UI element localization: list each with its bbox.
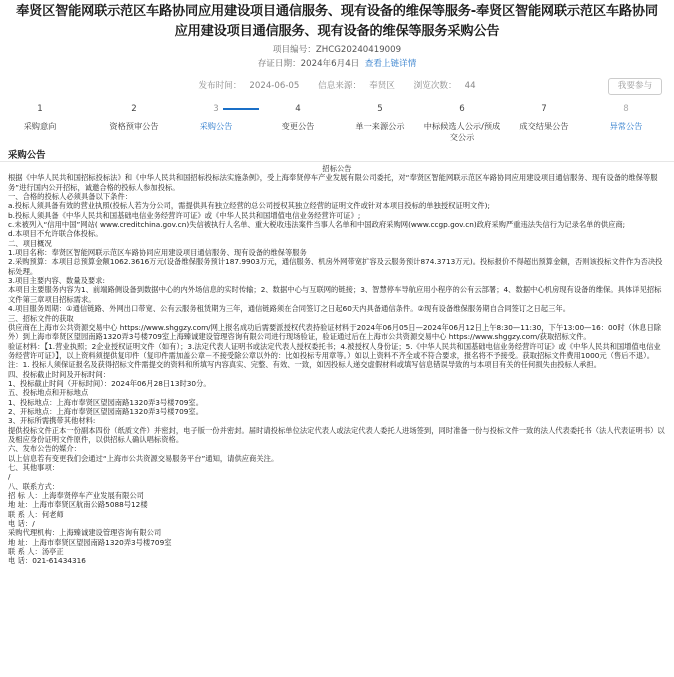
step-label: 中标候选人公示/预成交公示 — [423, 121, 501, 142]
deposit-info — [0, 57, 674, 71]
notice-paragraph: 供应商在上海市公共资源交易中心 https://www.shggzy.com/网上报名成功后需要派授权代表持验证材料于2024年06月05日—2024年06月12日上午8:30—11:30，下午13:00—16：00时（休息日除外）到上海市奉贤区望园南路1320弄3号楼709室上海臻诚建设管理咨询有限公司进行现场验证，验证通过后在上海市公共资源交易中心 https://www.shggzy.com/获取招标文件。 — [8, 322, 662, 342]
step-number: 4 — [295, 104, 301, 114]
notice-paragraph: 1、投标截止时间（开标时间）：2024年06月28日13时30分。 — [8, 378, 211, 388]
step-7[interactable] — [499, 102, 589, 132]
notice-paragraphs — [8, 173, 666, 565]
step-number: 5 — [377, 104, 383, 114]
step-label: 资格预审公告 — [109, 121, 159, 131]
views-label: 浏览次数： — [413, 81, 457, 91]
notice-paragraph: 1.项目名称：奉贤区智能网联示范区车路协同应用建设项目通信服务、现有设备的维保等服务 — [8, 248, 307, 258]
notice-paragraph: d.本项目不允许联合体投标。 — [8, 229, 103, 239]
notice-paragraph: 六、发布公告的媒介： — [8, 444, 81, 454]
notice-paragraph: 电 话：021-61434316 — [8, 556, 86, 566]
publish-info — [0, 74, 674, 98]
notice-paragraph: 五、投标地点和开标地点 — [8, 388, 89, 398]
notice-paragraph: 提供投标文件正本一份副本四份（纸质文件）并密封，电子版一份并密封。届时请投标单位法定代表人或法定代表人委托人进场签到，同时准备一份与投标文件一致的法人代表委托书（法人代表证明书）以及相应身份证明文件原件，以供招标人确认唱标资格。 — [8, 425, 665, 444]
step-6[interactable] — [423, 102, 501, 143]
notice-paragraph: 招 标 人：上海奉贤停车产业发展有限公司 — [8, 491, 144, 501]
step-number: 1 — [37, 104, 43, 114]
step-2[interactable] — [89, 102, 179, 132]
notice-paragraph: 三、招标文件的获取 — [8, 313, 74, 323]
notice-paragraph: 采购代理机构：上海臻诚建设管理咨询有限公司 — [8, 528, 162, 538]
notice-paragraph: 四、投标截止时间及开标时间： — [8, 369, 111, 379]
notice-paragraph: 验证材料：【1.营业执照；2企业授权证明文件（如有）；3.法定代表人证明书或法定代表人授权委托书；4.被授权人身份证；5.《中华人民共和国基础电信业务经营许可证》或《中华人民共和国增值电信业务经营许可证》】，以上资料须提供复印件（复印件需加盖公章－不接受除公章以外的：比如投标专用章等。）如以上资料不齐全或不符合要求，报名将不予接受。获取招标文件费用1000元（售后不退）。 — [8, 341, 661, 360]
step-label: 单一来源公示 — [355, 121, 405, 131]
project-number-label: 项目编号： — [272, 45, 316, 55]
views-count: 44 — [464, 81, 476, 91]
step-1[interactable] — [0, 102, 85, 132]
notice-paragraph: 1、投标地点：上海市奉贤区望园南路1320弄3号楼709室。 — [8, 397, 204, 407]
notice-paragraph: 2.采购预算：本项目总预算金额1062.3616万元(设备维保服务预计187.9903万元，通信服务、机房外网带宽扩容及云服务预计874.3713万元)。投标报价不得超出预算金额，否则该投标文件作为否决投标处理。 — [8, 257, 663, 276]
notice-paragraph: 二、项目概况 — [8, 238, 52, 248]
notice-body — [0, 164, 674, 566]
project-number-value: ZHCG20240419009 — [315, 45, 402, 55]
notice-paragraph: 根据《中华人民共和国招标投标法》和《中华人民共和国招标投标法实施条例》，受上海奉贤停车产业发展有限公司委托，对“奉贤区智能网联示范区车路协同应用建设项目通信服务、现有设备的维保等服务”进行国内公开招标，诚邀合格的投标人参加投标。 — [8, 173, 658, 192]
deposit-date: 2024年6月4日 — [300, 59, 360, 69]
publish-time: 2024-06-05 — [249, 81, 300, 91]
notice-paragraph: 电 话：/ — [8, 519, 35, 529]
step-4[interactable] — [253, 102, 343, 132]
step-number: 3 — [213, 104, 219, 114]
notice-header — [0, 0, 674, 98]
notice-paragraph: 4.项目服务周期：①通信链路、外网出口带宽、公有云服务租赁期为三年，通信链路须在合同签订之日起60天内具备通信条件。②现有设备维保服务期自合同签订之日起三年。 — [8, 304, 570, 314]
notice-paragraph: 2、开标地点：上海市奉贤区望园南路1320弄3号楼709室。 — [8, 406, 204, 416]
project-number — [0, 43, 674, 57]
notice-paragraph: 3.项目主要内容、数量及要求: — [8, 276, 105, 286]
notice-paragraph: 联 系 人：何老师 — [8, 509, 64, 519]
notice-paragraph: 七、其他事项： — [8, 463, 60, 472]
source-value: 奉贤区 — [369, 81, 395, 91]
step-label: 异常公告 — [609, 121, 643, 131]
step-8[interactable] — [581, 102, 671, 132]
step-number: 2 — [131, 104, 137, 114]
source-label: 信息来源： — [318, 81, 362, 91]
notice-paragraph: 3、开标所需携带其他材料: — [8, 416, 96, 426]
publish-label: 发布时间： — [198, 81, 242, 91]
notice-paragraph: 注：1. 投标人须保证报名及获得招标文件需提交的资料和所填写内容真实、完整、有效、一致，如因投标人递交虚假材料或填写信息错误导致的与本项目有关的任何损失由投标人承担。 — [8, 360, 602, 370]
section-title: 采购公告 — [0, 149, 674, 162]
participate-button[interactable]: 我要参与 — [608, 78, 662, 95]
step-3[interactable] — [171, 102, 261, 132]
notice-paragraph: 本项目主要服务内容为1、前端路侧设备到数据中心的内外场信息的实时传输；2、数据中心与互联网的链接；3、智慧停车导航应用小程序的公有云部署；4、数据中心机房现有设备的维保。具体详见招标文件第三章项目招标需求。 — [8, 285, 662, 304]
process-steps — [0, 102, 674, 146]
page-title-line1: 奉贤区智能网联示范区车路协同应用建设项目通信服务、现有设备的维保等服务-奉贤区智能网联示范区车路协同 — [16, 4, 658, 19]
notice-paragraph: / — [8, 472, 11, 482]
notice-paragraph: 联 系 人：汤亭正 — [8, 547, 64, 557]
notice-paragraph: a.投标人须具备有效的营业执照(投标人若为分公司，需提供具有独立经营的总公司授权其独立经营的证明文件或针对本项目投标的单独授权证明文件); — [8, 201, 490, 211]
chain-detail-link[interactable]: 查看上链详情 — [364, 59, 417, 69]
step-label: 采购意向 — [23, 121, 57, 131]
notice-paragraph: 地 址：上海市奉贤区航南公路5088号12楼 — [8, 500, 148, 510]
notice-paragraph: 八、联系方式： — [8, 481, 60, 491]
notice-paragraph: 以上信息若有变更我们会通过“上海市公共资源交易服务平台”通知，请供应商关注。 — [8, 453, 279, 463]
step-label: 成交结果公告 — [519, 121, 569, 131]
step-5[interactable] — [335, 102, 425, 132]
notice-paragraph: 一、合格的投标人必须具备以下条件： — [8, 192, 133, 202]
step-number: 8 — [623, 104, 629, 114]
notice-paragraph: c.未被列入“信用中国”网站( www.creditchina.gov.cn)失信被执行人名单、重大税收违法案件当事人名单和中国政府采购网(www.ccgp.gov.cn)政府采购严重违法失信行为记录名单的供应商; — [8, 220, 626, 230]
step-number: 6 — [459, 104, 465, 114]
page-title-line2: 应用建设项目通信服务、现有设备的维保等服务采购公告 — [174, 24, 500, 39]
step-number: 7 — [541, 104, 547, 114]
notice-paragraph: b.投标人须具备《中华人民共和国基础电信业务经营许可证》或《中华人民共和国增值电信业务经营许可证》; — [8, 210, 361, 220]
step-label: 变更公告 — [281, 121, 315, 131]
notice-paragraph: 地 址：上海市奉贤区望园南路1320弄3号楼709室 — [8, 537, 172, 547]
step-label: 采购公告 — [199, 121, 233, 131]
deposit-label: 存证日期： — [257, 59, 301, 69]
notice-heading: 招标公告 — [322, 164, 352, 173]
